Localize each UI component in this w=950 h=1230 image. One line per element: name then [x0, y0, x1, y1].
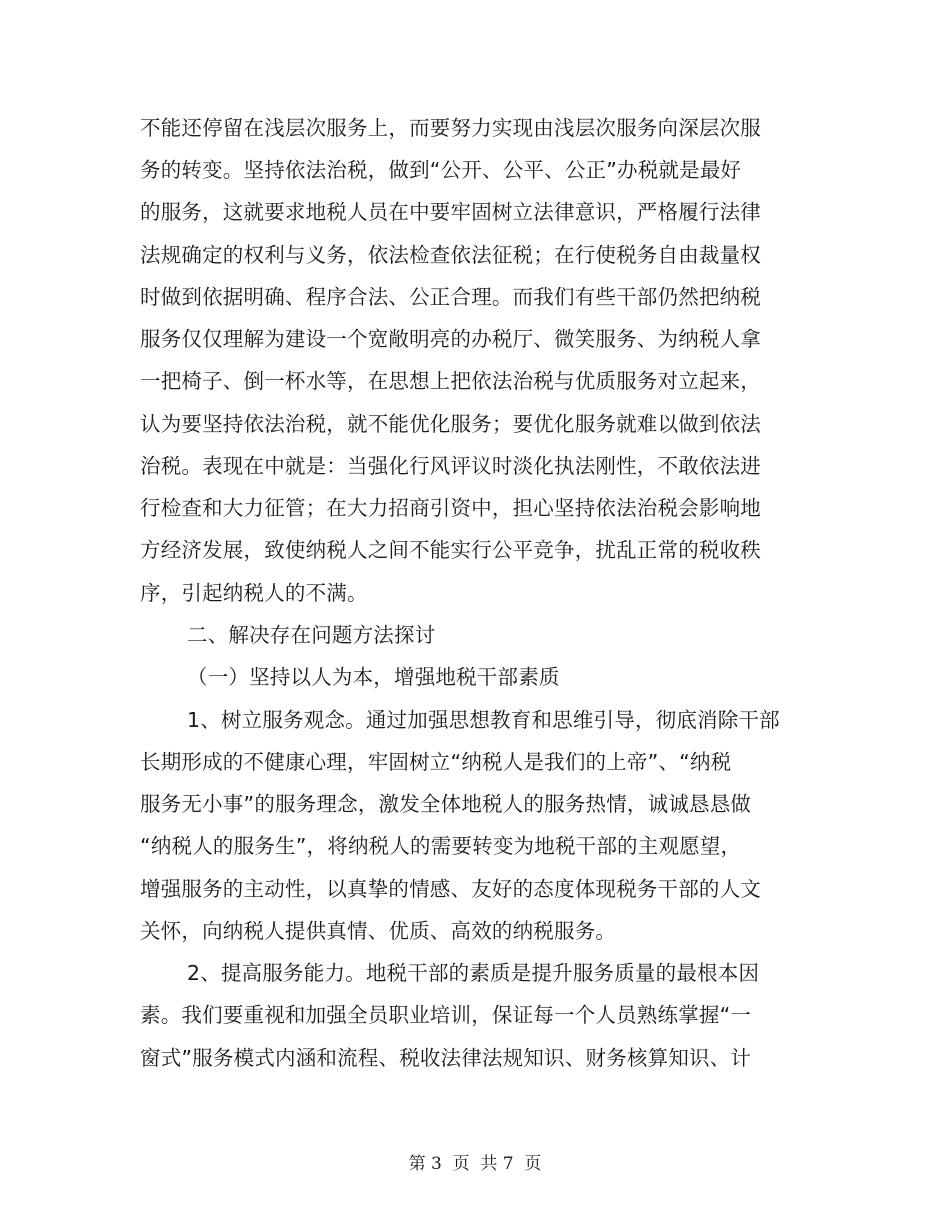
text-line: 不能还停留在浅层次服务上，而要努力实现由浅层次服务向深层次服 — [140, 116, 761, 140]
text-line: 关怀，向纳税人提供真情、优质、高效的纳税服务。 — [140, 919, 617, 943]
text-line: 服务无小事”的服务理念，激发全体地税人的服务热情，诚诚恳恳做 — [140, 792, 752, 816]
text-line: 服务仅仅理解为建设一个宽敞明亮的办税厅、微笑服务、为纳税人拿 — [140, 327, 761, 351]
page-number: 第 3 页 共 7 页 — [408, 1154, 542, 1174]
text-line: 1、树立服务观念。通过加强思想教育和思维引导，彻底消除干部 — [187, 708, 780, 732]
text-line: 2、提高服务能力。地税干部的素质是提升服务质量的最根本因 — [187, 961, 760, 985]
text-line: 增强服务的主动性，以真挚的情感、友好的态度体现税务干部的人文 — [140, 877, 761, 901]
text-line: 治税。表现在中就是：当强化行风评议时淡化执法刚性，不敢依法进 — [140, 454, 761, 478]
text-line: 行检查和大力征管；在大力招商引资中，担心坚持依法治税会影响地 — [140, 496, 761, 520]
text-line: 一把椅子、倒一杯水等，在思想上把依法治税与优质服务对立起来， — [140, 369, 761, 393]
text-line: 窗式”服务模式内涵和流程、税收法律法规知识、财务核算知识、计 — [140, 1046, 752, 1070]
text-line: 序，引起纳税人的不满。 — [140, 581, 368, 605]
text-line: 素。我们要重视和加强全员职业培训，保证每一个人员熟练掌握“一 — [140, 1003, 752, 1027]
text-line: 方经济发展，致使纳税人之间不能实行公平竞争，扰乱正常的税收秩 — [140, 538, 761, 562]
text-line: 的服务，这就要求地税人员在中要牢固树立法律意识，严格履行法律 — [140, 200, 761, 224]
section-heading: 二、解决存在问题方法探讨 — [187, 623, 436, 647]
text-line: 认为要坚持依法治税，就不能优化服务；要优化服务就难以做到依法 — [140, 412, 761, 436]
text-line: 法规确定的权利与义务，依法检查依法征税；在行使税务自由裁量权 — [140, 243, 761, 267]
text-line: 时做到依据明确、程序合法、公正合理。而我们有些干部仍然把纳税 — [140, 285, 761, 309]
text-line: “纳税人的服务生”，将纳税人的需要转变为地税干部的主观愿望， — [140, 834, 742, 858]
text-line: 务的转变。坚持依法治税，做到“公开、公平、公正”办税就是最好 — [140, 158, 742, 182]
text-line: 长期形成的不健康心理，牢固树立“纳税人是我们的上帝”、“纳税 — [140, 750, 732, 774]
subsection-heading: （一）坚持以人为本，增强地税干部素质 — [187, 665, 560, 689]
